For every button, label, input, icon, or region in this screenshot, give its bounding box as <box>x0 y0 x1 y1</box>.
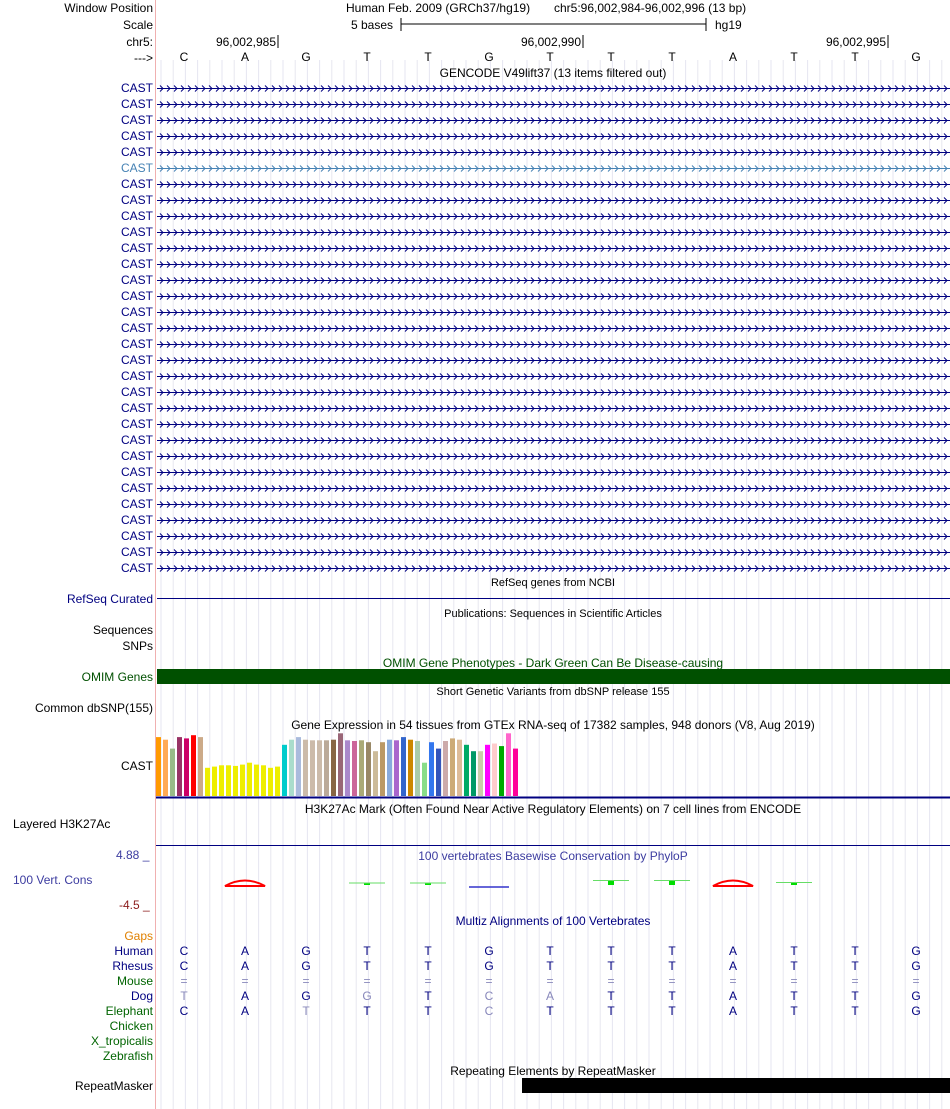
gaps-label[interactable]: Gaps <box>124 929 153 943</box>
aligned-base: T <box>302 1004 310 1018</box>
gtex-bar <box>513 749 518 796</box>
gencode-transcript-label: CAST <box>120 177 153 191</box>
aligned-base: G <box>911 1004 921 1018</box>
aligned-base: A <box>728 944 737 958</box>
species-label: Zebrafish <box>102 1049 153 1063</box>
gtex-bar <box>219 765 224 796</box>
gtex-bar <box>436 749 441 796</box>
gencode-transcript-label: CAST <box>120 305 153 319</box>
aligned-base: C <box>484 989 494 1003</box>
aligned-base: T <box>668 959 676 973</box>
gencode-transcript-label: CAST <box>120 433 153 447</box>
aligned-base: = <box>668 974 676 988</box>
omim-track-title[interactable]: OMIM Gene Phenotypes - Dark Green Can Be Disease-causing <box>382 656 724 670</box>
gencode-transcript-label: CAST <box>120 161 153 175</box>
aligned-base: G <box>911 944 921 958</box>
base-letter: A <box>728 50 737 64</box>
aligned-base: T <box>546 959 554 973</box>
gtex-bar <box>268 768 273 796</box>
base-letter: T <box>668 50 676 64</box>
aligned-base: T <box>363 1004 371 1018</box>
position-readout: chr5:96,002,984-96,002,996 (13 bp) <box>554 1 747 15</box>
aligned-base: = <box>180 974 188 988</box>
aligned-base: G <box>362 989 372 1003</box>
publications-label-snps[interactable]: SNPs <box>122 639 153 653</box>
base-letter: T <box>851 50 859 64</box>
base-letter: T <box>607 50 615 64</box>
gencode-transcript-label: CAST <box>120 481 153 495</box>
gencode-transcript-label: CAST <box>120 321 153 335</box>
species-label: Dog <box>130 989 153 1003</box>
gtex-bar <box>303 740 308 796</box>
omim-bar <box>157 669 950 684</box>
aligned-base: T <box>180 989 188 1003</box>
gtex-bar <box>191 735 196 796</box>
cons-score <box>669 881 675 886</box>
aligned-base: T <box>790 989 798 1003</box>
aligned-base: G <box>911 989 921 1003</box>
aligned-base: T <box>607 1004 615 1018</box>
aligned-base: = <box>912 974 920 988</box>
gencode-transcript-label: CAST <box>120 401 153 415</box>
gtex-bar <box>324 740 329 796</box>
gtex-bar <box>156 737 161 796</box>
aligned-base: T <box>363 944 371 958</box>
aligned-base: T <box>546 944 554 958</box>
gtex-bar <box>478 751 483 796</box>
gtex-bar <box>457 740 462 796</box>
gtex-label[interactable]: CAST <box>120 759 153 773</box>
gtex-bar <box>205 768 210 796</box>
refseq-track-title[interactable]: RefSeq genes from NCBI <box>490 577 616 589</box>
gencode-transcript-label: CAST <box>120 81 153 95</box>
gencode-transcript-label: CAST <box>120 241 153 255</box>
assembly-title: Human Feb. 2009 (GRCh37/hg19) <box>346 1 531 15</box>
gtex-bar <box>450 738 455 796</box>
gtex-bar <box>471 751 476 796</box>
repeatmasker-label[interactable]: RepeatMasker <box>74 1079 153 1093</box>
gtex-bar <box>366 742 371 796</box>
aligned-base: G <box>911 959 921 973</box>
gtex-bar <box>338 733 343 796</box>
aligned-base: = <box>546 974 554 988</box>
base-letter: T <box>424 50 432 64</box>
aligned-base: = <box>485 974 493 988</box>
aligned-base: = <box>729 974 737 988</box>
cons-max-label: 4.88 _ <box>116 848 150 862</box>
gencode-transcript-label: CAST <box>120 561 153 575</box>
aligned-base: G <box>484 959 494 973</box>
gencode-transcript-label: CAST <box>120 289 153 303</box>
base-letter: T <box>363 50 371 64</box>
tick-label: 96,002,990 <box>520 35 581 49</box>
gencode-transcript-label: CAST <box>120 353 153 367</box>
species-label: Chicken <box>109 1019 153 1033</box>
refseq-label[interactable]: RefSeq Curated <box>66 592 153 606</box>
gtex-bar <box>275 767 280 796</box>
aligned-base: = <box>424 974 432 988</box>
gtex-bar <box>310 740 315 796</box>
gtex-bar <box>226 765 231 796</box>
aligned-base: A <box>728 989 737 1003</box>
aligned-base: G <box>484 944 494 958</box>
species-label: Mouse <box>116 974 153 988</box>
gencode-transcript-label: CAST <box>120 497 153 511</box>
gtex-bar <box>387 740 392 796</box>
species-label: X_tropicalis <box>90 1034 153 1048</box>
gtex-bar <box>401 737 406 796</box>
aligned-base: = <box>363 974 371 988</box>
aligned-base: T <box>607 944 615 958</box>
aligned-base: = <box>851 974 859 988</box>
window-position-label[interactable]: Window Position <box>64 1 153 15</box>
cons-label[interactable]: 100 Vert. Cons <box>13 873 93 887</box>
gtex-bar <box>177 737 182 796</box>
gtex-bar <box>289 740 294 796</box>
aligned-base: A <box>240 944 249 958</box>
aligned-base: C <box>179 959 189 973</box>
base-letter: G <box>911 50 921 64</box>
gencode-track-title[interactable]: GENCODE V49lift37 (13 items filtered out) <box>439 66 667 80</box>
base-letter: G <box>484 50 494 64</box>
aligned-base: T <box>424 959 432 973</box>
gtex-bar <box>296 737 301 796</box>
chr-label[interactable]: chr5: <box>126 35 153 49</box>
species-label: Rhesus <box>112 959 153 973</box>
aligned-base: G <box>301 989 311 1003</box>
base-letter: A <box>240 50 249 64</box>
gtex-bar <box>429 742 434 796</box>
aligned-base: T <box>668 1004 676 1018</box>
gencode-transcript-label: CAST <box>120 369 153 383</box>
gencode-transcript-label: CAST <box>120 529 153 543</box>
gtex-bar <box>359 740 364 796</box>
gtex-bar <box>415 741 420 796</box>
aligned-base: A <box>240 989 249 1003</box>
gencode-transcript-label: CAST <box>120 417 153 431</box>
cons-score <box>608 881 614 886</box>
aligned-base: T <box>607 989 615 1003</box>
tick-label: 96,002,995 <box>825 35 886 49</box>
publications-label-sequences[interactable]: Sequences <box>92 623 153 637</box>
gencode-transcript-label: CAST <box>120 113 153 127</box>
dbsnp-label[interactable]: Common dbSNP(155) <box>34 701 153 715</box>
aligned-base: C <box>484 1004 494 1018</box>
aligned-base: T <box>546 1004 554 1018</box>
gtex-bar <box>331 740 336 796</box>
gtex-bar <box>282 745 287 796</box>
gencode-transcript-label: CAST <box>120 465 153 479</box>
cons-track-title[interactable]: 100 vertebrates Basewise Conservation by PhyloP <box>418 849 688 863</box>
gencode-transcript-label: CAST <box>120 257 153 271</box>
gtex-bar <box>184 738 189 796</box>
aligned-base: = <box>241 974 249 988</box>
gtex-bar <box>163 740 168 796</box>
gencode-transcript-label: CAST <box>120 385 153 399</box>
base-letter: C <box>179 50 189 64</box>
publications-track-title[interactable]: Publications: Sequences in Scientific Articles <box>444 608 662 620</box>
gencode-transcript-label: CAST <box>120 145 153 159</box>
aligned-base: T <box>851 1004 859 1018</box>
gtex-bar <box>492 744 497 797</box>
cons-min-label: -4.5 _ <box>119 898 150 912</box>
aligned-base: C <box>179 944 189 958</box>
aligned-base: T <box>607 959 615 973</box>
gtex-bar <box>443 741 448 796</box>
aligned-base: A <box>728 959 737 973</box>
tick-label: 96,002,985 <box>215 35 276 49</box>
base-letter: T <box>790 50 798 64</box>
gtex-bar <box>506 733 511 796</box>
aligned-base: A <box>240 1004 249 1018</box>
gtex-bar <box>317 740 322 796</box>
strand-label[interactable]: ---> <box>134 51 153 65</box>
species-label: Elephant <box>105 1004 153 1018</box>
dbsnp-track-title[interactable]: Short Genetic Variants from dbSNP release 155 <box>436 686 670 698</box>
gtex-bar <box>408 740 413 796</box>
gtex-bar <box>394 740 399 796</box>
gtex-bar <box>240 765 245 796</box>
repeat-element <box>522 1078 950 1093</box>
aligned-base: G <box>301 959 311 973</box>
omim-label[interactable]: OMIM Genes <box>81 670 153 684</box>
repeatmasker-track-title[interactable]: Repeating Elements by RepeatMasker <box>450 1064 656 1078</box>
gtex-bar <box>170 749 175 796</box>
aligned-base: T <box>668 989 676 1003</box>
h3k27ac-label[interactable]: Layered H3K27Ac <box>13 817 111 831</box>
scale-label[interactable]: Scale <box>122 18 153 32</box>
gtex-bar <box>464 745 469 796</box>
aligned-base: T <box>851 944 859 958</box>
gencode-transcript-label: CAST <box>120 337 153 351</box>
gtex-bar <box>373 751 378 796</box>
aligned-base: T <box>668 944 676 958</box>
aligned-base: T <box>363 959 371 973</box>
gtex-bar <box>212 767 217 796</box>
aligned-base: T <box>424 1004 432 1018</box>
aligned-base: T <box>790 1004 798 1018</box>
gtex-bar <box>261 765 266 796</box>
gencode-transcript-label: CAST <box>120 225 153 239</box>
gtex-bar <box>380 742 385 796</box>
species-label: Human <box>114 944 153 958</box>
aligned-base: = <box>790 974 798 988</box>
base-letter: G <box>301 50 311 64</box>
gtex-bar <box>247 763 252 796</box>
db-label: hg19 <box>715 18 742 32</box>
multiz-track-title[interactable]: Multiz Alignments of 100 Vertebrates <box>455 914 651 928</box>
gtex-bar <box>485 745 490 796</box>
gencode-transcript-label: CAST <box>120 97 153 111</box>
aligned-base: C <box>179 1004 189 1018</box>
gtex-bar <box>345 740 350 796</box>
aligned-base: T <box>424 944 432 958</box>
gencode-transcript-label: CAST <box>120 545 153 559</box>
aligned-base: T <box>851 989 859 1003</box>
aligned-base: A <box>240 959 249 973</box>
scale-bar-text: 5 bases <box>351 18 394 32</box>
gencode-transcript-label: CAST <box>120 209 153 223</box>
gencode-transcript-label: CAST <box>120 449 153 463</box>
gtex-bar <box>254 765 259 796</box>
aligned-base: A <box>728 1004 737 1018</box>
gencode-transcript-label: CAST <box>120 193 153 207</box>
gtex-bar <box>233 766 238 796</box>
aligned-base: T <box>424 989 432 1003</box>
gencode-transcript-label: CAST <box>120 513 153 527</box>
gencode-transcript-label: CAST <box>120 273 153 287</box>
gtex-bar <box>499 746 504 796</box>
gtex-track-title[interactable]: Gene Expression in 54 tissues from GTEx RNA-seq of 17382 samples, 948 donors (V8, Aug 2019) <box>291 718 815 732</box>
gtex-bar <box>422 763 427 796</box>
gtex-bar <box>352 741 357 796</box>
base-letter: T <box>546 50 554 64</box>
gencode-transcript-label: CAST <box>120 129 153 143</box>
aligned-base: T <box>790 959 798 973</box>
gtex-bar <box>198 737 203 796</box>
aligned-base: = <box>607 974 615 988</box>
h3k27ac-track-title[interactable]: H3K27Ac Mark (Often Found Near Active Regulatory Elements) on 7 cell lines from ENCODE <box>304 802 802 816</box>
aligned-base: A <box>545 989 554 1003</box>
aligned-base: G <box>301 944 311 958</box>
aligned-base: = <box>302 974 310 988</box>
aligned-base: T <box>790 944 798 958</box>
aligned-base: T <box>851 959 859 973</box>
